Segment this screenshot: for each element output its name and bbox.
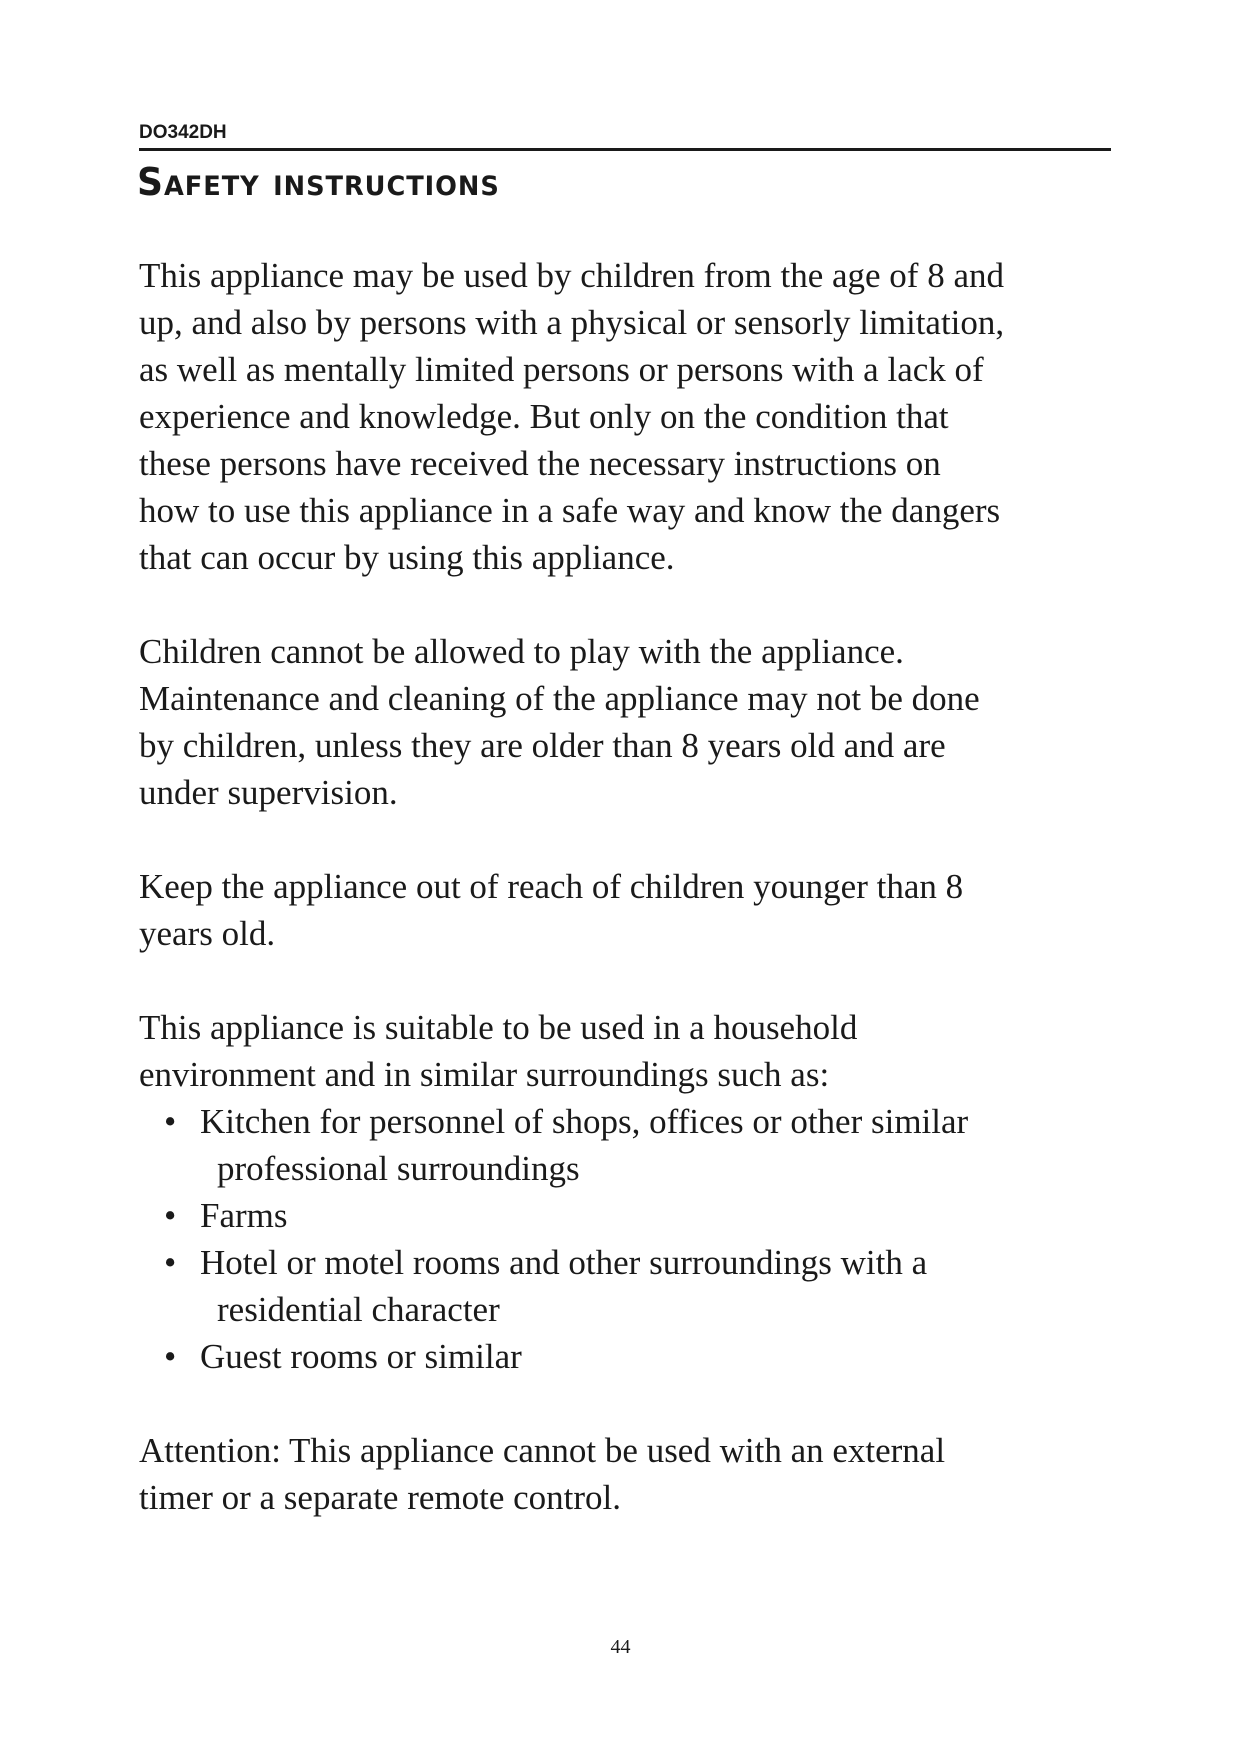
list-item-text: Farms	[200, 1196, 288, 1235]
text-line: This appliance may be used by children from the age of 8 and	[139, 256, 1004, 295]
bullet-icon: •	[164, 1102, 177, 1141]
list-item-text: Guest rooms or similar	[200, 1337, 522, 1376]
text-line: environment and in similar surroundings such as:	[139, 1055, 830, 1094]
model-number: DO342DH	[139, 122, 227, 143]
paragraph-4	[139, 1004, 1004, 1098]
text-line: timer or a separate remote control.	[139, 1478, 622, 1517]
list-item-continuation: professional surroundings	[217, 1149, 580, 1188]
text-line: under supervision.	[139, 773, 398, 812]
list-item-continuation: residential character	[217, 1290, 500, 1329]
page-title: Safety instructions	[137, 160, 500, 204]
text-line: Keep the appliance out of reach of children younger than 8	[139, 867, 964, 906]
text-line: that can occur by using this appliance.	[139, 538, 675, 577]
paragraph-1	[139, 252, 1004, 581]
text-line: up, and also by persons with a physical or sensorly limitation,	[139, 303, 1005, 342]
list-item	[139, 1192, 1004, 1239]
paragraph-3	[139, 863, 1004, 957]
list-item-text: Kitchen for personnel of shops, offices or other similar	[200, 1102, 969, 1141]
text-line: years old.	[139, 914, 276, 953]
text-line: Maintenance and cleaning of the appliance may not be done	[139, 679, 980, 718]
list-item-text: Hotel or motel rooms and other surroundings with a	[200, 1243, 928, 1282]
attention-paragraph	[139, 1427, 1004, 1521]
text-line: as well as mentally limited persons or persons with a lack of	[139, 350, 984, 389]
text-line: by children, unless they are older than 8 years old and are	[139, 726, 946, 765]
text-line: Attention: This appliance cannot be used with an external	[139, 1431, 946, 1470]
text-line: how to use this appliance in a safe way and know the dangers	[139, 491, 1001, 530]
bullet-icon: •	[164, 1337, 177, 1376]
text-line: This appliance is suitable to be used in a household	[139, 1008, 858, 1047]
page-number: 44	[610, 1636, 631, 1658]
header-rule	[139, 148, 1111, 151]
list-item	[139, 1239, 1004, 1286]
paragraph-2	[139, 628, 1004, 816]
body-text	[139, 252, 1004, 1521]
text-line: these persons have received the necessary instructions on	[139, 444, 941, 483]
bullet-icon: •	[164, 1196, 177, 1235]
list-item	[139, 1098, 1004, 1145]
bullet-list	[139, 1098, 1004, 1380]
list-item	[139, 1333, 1004, 1380]
text-line: experience and knowledge. But only on the condition that	[139, 397, 949, 436]
text-line: Children cannot be allowed to play with the appliance.	[139, 632, 904, 671]
bullet-icon: •	[164, 1243, 177, 1282]
